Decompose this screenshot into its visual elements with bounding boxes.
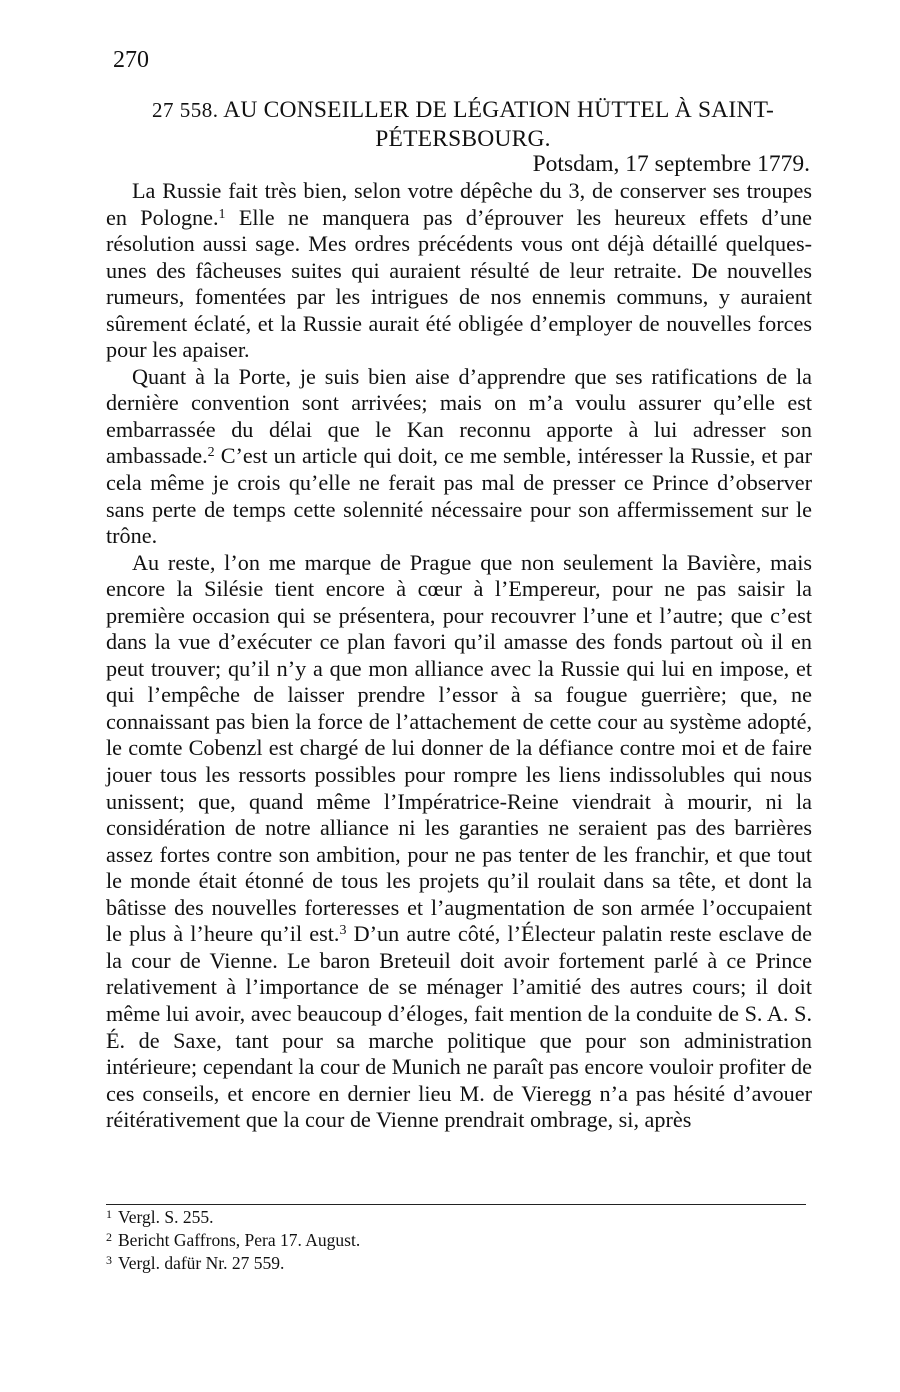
letter-number: 27 558. — [151, 98, 219, 122]
paragraph-text: Elle ne manquera pas d’éprouver les heureux effets d’une résolution aussi sage. Mes ordres précédents vous ont déjà détaillé quelques-unes des fâcheuses suites qui auraient résulté de leur retraite. De nouvelles rumeurs, fomentées par les intrigues de nos ennemis communs, y auraient sûrement éclaté, et la Russie aurait été obligée d’employer de nouvelles forces pour les apaiser. — [106, 204, 813, 363]
paragraph-text: Quant à la Porte, je suis bien aise d’apprendre que ses ratifications de la dernière convention sont arrivées; mais on m’a voulu assurer qu’elle est embarrassée du délai que le Kan reconnu apporte à lui adresser son ambassade. — [106, 363, 812, 469]
dateline: Potsdam, 17 septembre 1779. — [532, 151, 810, 177]
footnote-text: Vergl. dafür Nr. 27 559. — [118, 1253, 285, 1273]
heading-line-1 — [113, 96, 813, 125]
letter-title-line-2: PÉTERSBOURG. — [375, 126, 551, 152]
paragraph — [106, 178, 812, 364]
letter-heading — [113, 96, 813, 154]
footnote-reference: 3 — [339, 923, 347, 939]
footnote-text: Bericht Gaffrons, Pera 17. August. — [118, 1230, 361, 1250]
page-number: 270 — [113, 47, 149, 73]
footnote-mark: 1 — [106, 1207, 112, 1221]
footnote-mark: 3 — [106, 1253, 112, 1267]
footnote — [106, 1252, 806, 1275]
letter-title-line-1: AU CONSEILLER DE LÉGATION HÜTTEL À SAINT- — [223, 97, 775, 123]
footnote-text: Vergl. S. 255. — [118, 1207, 214, 1227]
paragraph — [106, 550, 812, 1134]
footnote — [106, 1206, 806, 1229]
paragraph-text: D’un autre côté, l’Électeur palatin reste esclave de la cour de Vienne. Le baron Breteuil doit avoir fortement parlé à ce Prince relativement à l’importance de se ménager l’amitié des autres cours; il doit même lui avoir, avec beaucoup d’éloges, fait mention de la conduite de S. A. S. É. de Saxe, tant pour sa marche politique que pour son administration intérieure; cependant la cour de Munich ne paraît pas encore vouloir profiter de ces conseils, et encore en dernier lieu M. de Vieregg n’a pas hésité d’avouer réitérativement que la cour de Vienne prendrait ombrage, si, après — [106, 921, 812, 1133]
paragraph-text: C’est un article qui doit, ce me semble, intéresser la Russie, et par cela même je crois qu’elle ne ferait pas mal de presser ce Prince d’observer sans perte de temps cette solennité nécessaire pour son affermissement sur le trône. — [106, 443, 812, 549]
footnotes — [106, 1206, 806, 1275]
footnote-reference: 2 — [207, 445, 215, 461]
paragraph-text: La Russie fait très bien, selon votre dépêche du 3, de conserver ses troupes en Pologne. — [106, 178, 812, 230]
footnote-mark: 2 — [106, 1230, 112, 1244]
footnote-divider — [106, 1204, 806, 1205]
footnote — [106, 1229, 806, 1252]
paragraph — [106, 364, 812, 550]
footnote-reference: 1 — [218, 206, 226, 222]
paragraph-text: Au reste, l’on me marque de Prague que non seulement la Bavière, mais encore la Silésie tient encore à cœur à l’Empereur, pour ne pas saisir la première occasion qui se présentera, pour recouvrer l’une et l’autre; que c’est dans la vue d’exécuter ce plan favori qu’il amasse des fonds partout où il en peut trouver; qu’il n’y a que mon alliance avec la Russie qui lui en impose, et qui l’empêche de laisser prendre l’essor à sa fougue guerrière; que, ne connaissant pas bien la force de l’attachement de cette cour au système adopté, le comte Cobenzl est chargé de lui donner de la défiance contre moi et de faire jouer tous les ressorts possibles pour rompre les liens indissolubles qui nous unissent; que, quand même l’Impératrice-Reine viendrait à mourir, ni la considération de notre alliance ni les garanties ne seraient pas des barrières assez fortes contre son ambition, pour ne pas tenter de les franchir, et que tout le monde était étonné de tous les projets qu’il roulait dans sa tête, et dont la bâtisse des nouvelles forteresses et l’augmentation de son armée l’occupaient le plus à l’heure qu’il est. — [106, 549, 812, 947]
letter-body — [106, 178, 812, 1134]
